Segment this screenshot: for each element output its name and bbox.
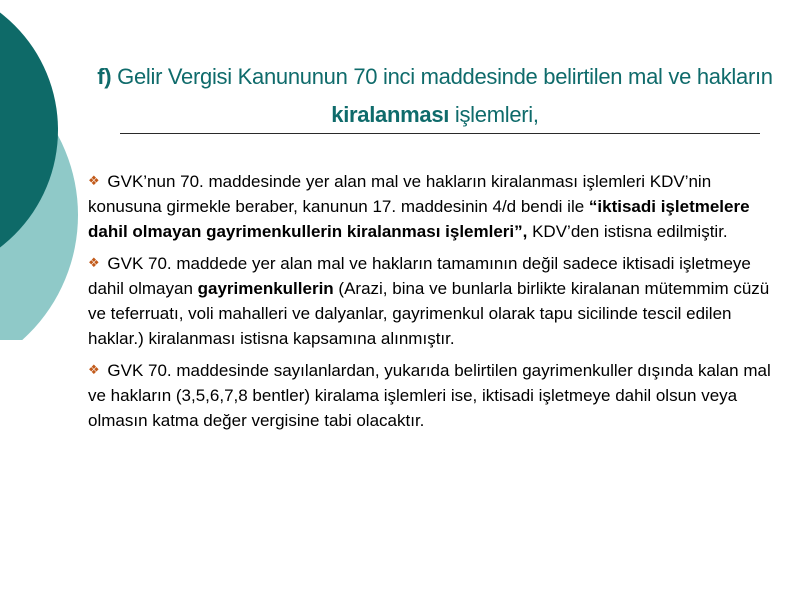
paragraph-2	[88, 250, 778, 351]
diamond-bullet-icon: ❖	[88, 362, 100, 377]
title-text-1: Gelir Vergisi Kanununun 70 inci maddesinde belirtilen mal ve hakların	[111, 64, 773, 89]
paragraph-1-text-1: GVK’nun 70. maddesinde yer alan mal ve hakların kiralanması işlemleri KDV’nin konusuna girmekle beraber, kanunun 17. maddesinin 4/d bendi ile	[88, 172, 712, 216]
paragraph-3	[88, 357, 778, 433]
paragraph-2-text-1: GVK 70. maddede yer alan mal ve hakların tamamının değil sadece iktisadi işletmeye dahil olmayan	[88, 254, 751, 298]
paragraph-2-text-2: (Arazi, bina ve bunlarla birlikte kiralanan mütemmim cüzü ve teferruatı, voli mahalleri ve dalyanlar, gayrimenkul olarak tapu sicilinde tescil edilen haklar.) kiralanması istisna kapsamına alınmıştır.	[88, 279, 770, 348]
paragraph-1-text-2: KDV’den istisna edilmiştir.	[527, 222, 728, 241]
title-prefix: f)	[97, 64, 112, 89]
diamond-bullet-icon: ❖	[88, 173, 100, 188]
paragraph-3-text-1: GVK 70. maddesinde sayılanlardan, yukarıda belirtilen gayrimenkuller dışında kalan mal ve hakların (3,5,6,7,8 bentler) kiralama işlemleri ise, iktisadi işletmeye dahil olsun veya olmasın katma değer vergisine tabi olacaktır.	[88, 361, 771, 430]
diamond-bullet-icon: ❖	[88, 255, 100, 270]
paragraph-1-bold: “iktisadi işletmelere dahil olmayan gayrimenkullerin kiralanması işlemleri”,	[88, 197, 750, 241]
title-bold-word: kiralanması	[331, 102, 450, 127]
slide-title	[95, 58, 775, 134]
paragraph-2-bold: gayrimenkullerin	[197, 279, 334, 298]
slide-body	[88, 168, 778, 439]
title-text-2: işlemleri,	[449, 102, 539, 127]
paragraph-1	[88, 168, 778, 244]
title-underline	[120, 133, 760, 134]
